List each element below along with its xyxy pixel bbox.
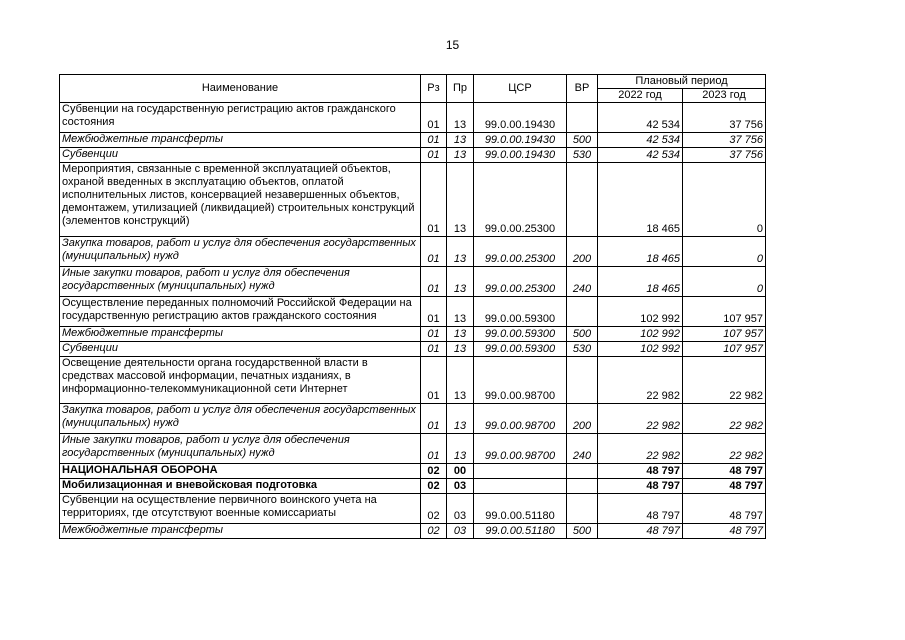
row-2022: 18 465 <box>598 163 683 237</box>
row-csr: 99.0.00.51180 <box>474 524 567 539</box>
table-row <box>60 404 766 434</box>
page-number: 15 <box>445 38 460 52</box>
row-2022: 48 797 <box>598 524 683 539</box>
row-2022: 102 992 <box>598 342 683 357</box>
header-rz: Рз <box>421 75 447 103</box>
header-planned-period: Плановый период <box>598 75 766 89</box>
row-2022: 22 982 <box>598 357 683 404</box>
row-name: Иные закупки товаров, работ и услуг для обеспечения государственных (муниципальных) нужд <box>60 267 421 297</box>
row-2023: 0 <box>683 237 766 267</box>
row-vr: 240 <box>567 434 598 464</box>
table-row <box>60 267 766 297</box>
row-2023: 22 982 <box>683 404 766 434</box>
row-2023: 48 797 <box>683 479 766 494</box>
table-row <box>60 163 766 237</box>
row-pr: 13 <box>447 357 474 404</box>
header-year-2022: 2022 год <box>598 89 683 103</box>
row-csr <box>474 479 567 494</box>
row-2023: 37 756 <box>683 148 766 163</box>
row-vr: 500 <box>567 133 598 148</box>
row-2022: 48 797 <box>598 479 683 494</box>
row-vr: 530 <box>567 342 598 357</box>
row-2023: 22 982 <box>683 434 766 464</box>
row-2022: 102 992 <box>598 327 683 342</box>
row-name: Закупка товаров, работ и услуг для обеспечения государственных (муниципальных) нужд <box>60 237 421 267</box>
table-row <box>60 479 766 494</box>
row-pr: 13 <box>447 297 474 327</box>
table-row <box>60 237 766 267</box>
header-csr: ЦСР <box>474 75 567 103</box>
row-2022: 18 465 <box>598 237 683 267</box>
row-name: Мобилизационная и вневойсковая подготовка <box>60 479 421 494</box>
row-rz: 01 <box>421 434 447 464</box>
budget-table <box>59 74 766 539</box>
row-pr: 13 <box>447 327 474 342</box>
row-pr: 03 <box>447 524 474 539</box>
table-row <box>60 297 766 327</box>
row-rz: 01 <box>421 342 447 357</box>
row-2023: 37 756 <box>683 133 766 148</box>
row-2022: 42 534 <box>598 133 683 148</box>
row-csr: 99.0.00.25300 <box>474 267 567 297</box>
row-2022: 42 534 <box>598 103 683 133</box>
row-pr: 13 <box>447 404 474 434</box>
row-rz: 01 <box>421 148 447 163</box>
table-row <box>60 133 766 148</box>
row-2023: 48 797 <box>683 464 766 479</box>
row-csr: 99.0.00.19430 <box>474 103 567 133</box>
header-vr: ВР <box>567 75 598 103</box>
row-rz: 01 <box>421 357 447 404</box>
row-2022: 48 797 <box>598 464 683 479</box>
row-rz: 01 <box>421 163 447 237</box>
row-pr: 13 <box>447 163 474 237</box>
row-rz: 01 <box>421 267 447 297</box>
row-vr <box>567 464 598 479</box>
row-vr: 240 <box>567 267 598 297</box>
row-2022: 48 797 <box>598 494 683 524</box>
table-row <box>60 327 766 342</box>
row-csr: 99.0.00.98700 <box>474 357 567 404</box>
row-2022: 42 534 <box>598 148 683 163</box>
row-2023: 37 756 <box>683 103 766 133</box>
row-pr: 13 <box>447 434 474 464</box>
row-rz: 01 <box>421 327 447 342</box>
row-2023: 48 797 <box>683 524 766 539</box>
table-row <box>60 524 766 539</box>
row-name: Межбюджетные трансферты <box>60 327 421 342</box>
table-row <box>60 464 766 479</box>
row-pr: 03 <box>447 479 474 494</box>
row-name: Освещение деятельности органа государственной власти в средствах массовой информации, печатных изданиях, в информационно-телекоммуникационной сети Интернет <box>60 357 421 404</box>
row-rz: 02 <box>421 464 447 479</box>
row-pr: 13 <box>447 133 474 148</box>
row-pr: 13 <box>447 103 474 133</box>
row-vr: 500 <box>567 524 598 539</box>
row-csr: 99.0.00.19430 <box>474 148 567 163</box>
row-csr: 99.0.00.19430 <box>474 133 567 148</box>
row-rz: 02 <box>421 524 447 539</box>
row-csr <box>474 464 567 479</box>
row-2023: 107 957 <box>683 297 766 327</box>
table-row <box>60 434 766 464</box>
row-csr: 99.0.00.59300 <box>474 297 567 327</box>
row-name: Субвенции <box>60 148 421 163</box>
row-csr: 99.0.00.51180 <box>474 494 567 524</box>
row-rz: 01 <box>421 404 447 434</box>
row-vr: 200 <box>567 404 598 434</box>
row-pr: 13 <box>447 148 474 163</box>
row-2023: 22 982 <box>683 357 766 404</box>
row-csr: 99.0.00.98700 <box>474 404 567 434</box>
row-name: Субвенции <box>60 342 421 357</box>
row-rz: 01 <box>421 237 447 267</box>
row-name: Осуществление переданных полномочий Российской Федерации на государственную регистрацию актов гражданского состояния <box>60 297 421 327</box>
row-2023: 0 <box>683 163 766 237</box>
header-year-2023: 2023 год <box>683 89 766 103</box>
table-row <box>60 342 766 357</box>
table-row <box>60 357 766 404</box>
row-rz: 02 <box>421 479 447 494</box>
row-vr <box>567 163 598 237</box>
table-row <box>60 494 766 524</box>
row-rz: 01 <box>421 297 447 327</box>
row-2023: 48 797 <box>683 494 766 524</box>
row-rz: 02 <box>421 494 447 524</box>
header-pr: Пр <box>447 75 474 103</box>
row-2023: 107 957 <box>683 327 766 342</box>
table-row <box>60 148 766 163</box>
row-vr: 530 <box>567 148 598 163</box>
row-name: Межбюджетные трансферты <box>60 133 421 148</box>
row-vr <box>567 297 598 327</box>
row-name: Субвенции на государственную регистрацию актов гражданского состояния <box>60 103 421 133</box>
row-vr: 200 <box>567 237 598 267</box>
row-vr <box>567 494 598 524</box>
row-2022: 22 982 <box>598 434 683 464</box>
row-csr: 99.0.00.25300 <box>474 237 567 267</box>
row-pr: 03 <box>447 494 474 524</box>
header-name: Наименование <box>60 75 421 103</box>
row-csr: 99.0.00.59300 <box>474 327 567 342</box>
row-2023: 107 957 <box>683 342 766 357</box>
row-vr <box>567 479 598 494</box>
row-2022: 18 465 <box>598 267 683 297</box>
row-name: Субвенции на осуществление первичного воинского учета на территориях, где отсутствуют военные комиссариаты <box>60 494 421 524</box>
table-row <box>60 103 766 133</box>
row-rz: 01 <box>421 103 447 133</box>
row-name: Межбюджетные трансферты <box>60 524 421 539</box>
row-name: Мероприятия, связанные с временной эксплуатацией объектов, охраной введенных в эксплуатацию объектов, оплатой исполнительных листов, консервацией незавершенных объектов, демонтажем, утилизацией (ликвидацией) строительных конструкций (элементов конструкций) <box>60 163 421 237</box>
row-name: Иные закупки товаров, работ и услуг для обеспечения государственных (муниципальных) нужд <box>60 434 421 464</box>
row-pr: 13 <box>447 267 474 297</box>
row-2022: 102 992 <box>598 297 683 327</box>
row-vr <box>567 103 598 133</box>
row-vr: 500 <box>567 327 598 342</box>
row-vr <box>567 357 598 404</box>
row-name: Закупка товаров, работ и услуг для обеспечения государственных (муниципальных) нужд <box>60 404 421 434</box>
row-pr: 13 <box>447 237 474 267</box>
row-2023: 0 <box>683 267 766 297</box>
row-rz: 01 <box>421 133 447 148</box>
row-pr: 00 <box>447 464 474 479</box>
row-csr: 99.0.00.98700 <box>474 434 567 464</box>
row-2022: 22 982 <box>598 404 683 434</box>
row-csr: 99.0.00.25300 <box>474 163 567 237</box>
row-name: НАЦИОНАЛЬНАЯ ОБОРОНА <box>60 464 421 479</box>
row-csr: 99.0.00.59300 <box>474 342 567 357</box>
row-pr: 13 <box>447 342 474 357</box>
